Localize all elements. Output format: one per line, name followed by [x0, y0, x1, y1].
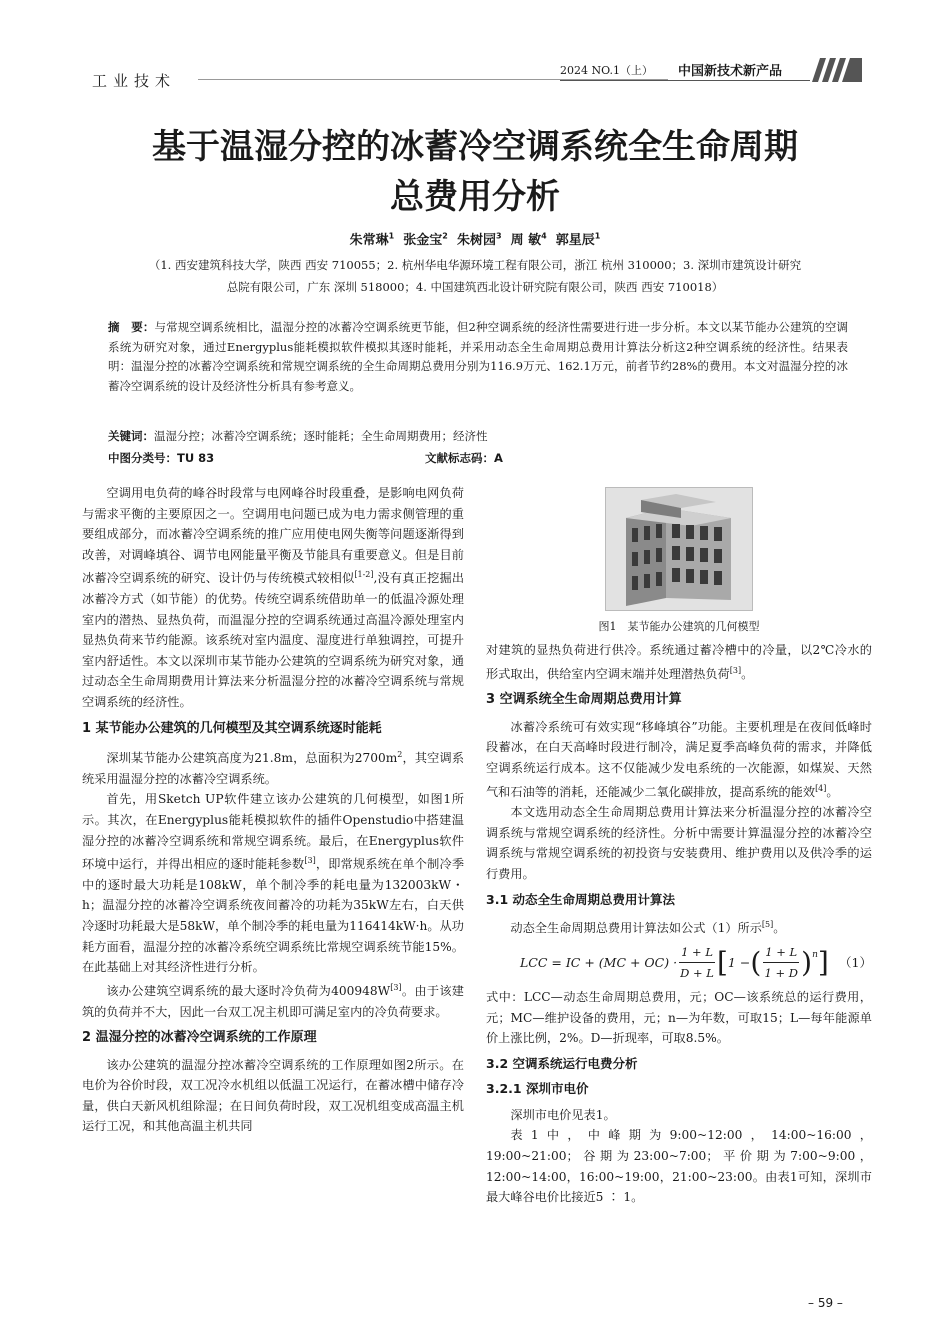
title-line-1: 基于温湿分控的冰蓄冷空调系统全生命周期	[152, 127, 798, 167]
subsection-heading-3-2: 3.2 空调系统运行电费分析	[486, 1055, 638, 1071]
abstract-label: 摘 要：	[108, 320, 155, 334]
paragraph: 深圳某节能办公建筑高度为21.8m，总面积为$2700m^2$，其空调系统采用温湿分控的冰蓄冷空调系统。	[82, 750, 465, 786]
paragraph: 表1中，中峰期为9:00~12:00，14:00~16:00，19:00~21:00；谷期为23:00~7:00；平价期为7:00~9:00，12:00~14:00，16:00~19:00，21:00~23:00。由表1可知，深圳市最大峰谷电价比接近5 ∶ 1。	[486, 1128, 872, 1205]
paragraph: 该办公建筑的温湿分控冰蓄冷空调系统的工作原理如图2所示。在电价为谷价时段，双工况冷水机组以低温工况运行，在蓄冰槽中储存冷量，供白天新风机组除湿；在日间负荷时段，双工况机组变成高温主机运行工况，和其他高温主机共同	[82, 1057, 464, 1134]
section-heading-2: 2 温湿分控的冰蓄冷空调系统的工作原理	[82, 1030, 317, 1046]
keywords-label: 关键词：	[108, 429, 154, 443]
issue-label: 2024 NO.1（上）	[560, 64, 653, 77]
lcc-formula: LCC = IC + (MC + OC) · $\frac{1 + L}{D + L}$ [ 1 − ( $\frac{1 + L}{1 + D}$ ) $^n$ ] （1）	[486, 941, 872, 985]
document-code: 文献标志码：A	[425, 451, 503, 465]
header-rule-right	[560, 80, 810, 81]
paragraph: 对建筑的显热负荷进行供冷。系统通过蓄冷槽中的冷量，以2℃冷水的形式取出，供给室内空调末端并处理潜热负荷[3]。	[486, 643, 872, 681]
section-label: 工业技术	[92, 72, 177, 90]
paragraph: 动态全生命周期总费用计算法如公式（1）所示[5]。	[510, 920, 786, 936]
abstract-text: 与常规空调系统相比，温湿分控的冰蓄冷空调系统更节能，但2种空调系统的经济性需要进行进一步分析。本文以某节能办公建筑的空调系统为研究对象，通过Energyplus能耗模拟软件模拟其逐时能耗，并采用动态全生命周期总费用计算法分析这2种空调系统的经济性。结果表明：温湿分控的冰蓄冷空调系统和常规空调系统的全生命周期总费用分别为116.9万元、162.1万元，前者节约28%的费用。本文对温湿分控的冰蓄冷空调系统的设计及经济性分析具有参考意义。	[108, 320, 849, 393]
abstract	[108, 318, 848, 396]
author: 周 敏$^4$	[510, 231, 547, 248]
figure-caption: 图1 某节能办公建筑的几何模型	[598, 620, 760, 633]
clc-number: 中图分类号：TU 83	[108, 451, 215, 465]
page-number: – 59 –	[808, 1296, 843, 1310]
section-heading-1: 1 某节能办公建筑的几何模型及其空调系统逐时能耗	[82, 720, 382, 736]
keywords	[108, 428, 848, 444]
author: 朱常琳$^1$	[349, 231, 395, 248]
paragraph: 冰蓄冷系统可有效实现“移峰填谷”功能。主要机理是在夜间低峰时段蓄冰，在白天高峰时段进行制冷，满足夏季高峰负荷的需求，并降低空调系统运行成本。这不仅能减少发电系统的一次能源，如煤炭、天然气和石油等的消耗，还能减少二氧化碳排放，提高系统的能效[4]。	[486, 719, 872, 799]
author: 郭星辰$^1$	[555, 231, 601, 248]
magazine-logo-icon	[812, 58, 862, 82]
section-heading-3: 3 空调系统全生命周期总费用计算	[486, 692, 682, 708]
paragraph: 式中：LCC—动态生命周期总费用，元；OC—该系统总的运行费用，元；MC—维护设备的费用，元；n—为年数，可取15；L—每年能源单价上涨比例，2%。D—折现率，可取8.5%。	[486, 989, 872, 1046]
right-column	[486, 640, 872, 1208]
left-column	[82, 483, 464, 1137]
author: 张金宝$^2$	[403, 231, 448, 248]
author: 朱树园$^3$	[456, 231, 502, 248]
title-line-2: 总费用分析	[390, 177, 560, 217]
keywords-text: 温湿分控；冰蓄冷空调系统；逐时能耗；全生命周期费用；经济性	[154, 429, 488, 443]
magazine-name: 中国新技术新产品	[678, 64, 783, 79]
paragraph: 空调用电负荷的峰谷时段常与电网峰谷时段重叠，是影响电网负荷与需求平衡的主要原因之一。空调用电问题已成为电力需求侧管理的重要组成部分，而冰蓄冷空调系统的推广应用使电网失衡等问题逐渐得到改善，对调峰填谷、调节电网能量平衡及节能具有重要意义。但是目前冰蓄冷空调系统的研究、设计仍与传统模式较相似[1-2],没有真正挖掘出冰蓄冷方式（如节能）的优势。传统空调系统借助单一的低温冷源处理室内的潜热、显热负荷，而温湿分控的空调系统通过高温冷源处理室内显热负荷来节约能源。该系统对室内温度、湿度进行单独调控，可提升室内舒适性。本文以深圳市某节能办公建筑的空调系统为研究对象，通过动态全生命周期费用计算法来分析温湿分控的冰蓄冷空调系统与常规空调系统的经济性。	[82, 486, 465, 709]
paragraph: 本文选用动态全生命周期总费用计算法来分析温湿分控的冰蓄冷空调系统与常规空调系统的经济性。分析中需要计算温湿分控的冰蓄冷空调系统与常规空调系统的初投资与安装费用、维护费用以及供冷季的运行费用。	[486, 805, 872, 882]
paragraph: 深圳市电价见表1。	[510, 1107, 616, 1122]
paper-title	[60, 122, 890, 222]
author-list	[0, 229, 950, 248]
subsection-heading-3-2-1: 3.2.1 深圳市电价	[486, 1081, 589, 1097]
affiliations: （1. 西安建筑科技大学，陕西 西安 710055；2. 杭州华电华源环境工程有限公司，浙江 杭州 310000；3. 深圳市建筑设计研究 总院有限公司，广东 深圳 518000；4. 中国建筑西北设计研究院有限公司，陕西 西安 710018）	[148, 258, 802, 294]
equation-number: （1）	[839, 954, 872, 970]
paragraph: 该办公建筑空调系统的最大逐时冷负荷为400948W[3]。由于该建筑的负荷并不大，因此一台双工况主机即可满足室内的冷负荷要求。	[82, 982, 464, 1019]
paragraph: 首先，用Sketch UP软件建立该办公建筑的几何模型，如图1所示。其次，在Energyplus能耗模拟软件的插件Openstudio中搭建温湿分控的冰蓄冷空调系统和常规空调系统。最后，在Energyplus软件环境中运行，并得出相应的逐时能耗参数[3]，即常规系统在单个制冷季中的逐时最大功耗是108kW，单个制冷季的耗电量为132003kW・h；温湿分控的冰蓄冷空调系统夜间蓄冷的功耗为35kW左右，白天供冷逐时功耗最大是58kW，单个制冷季的耗电量为116414kW·h。从功耗方面看，温湿分控的冰蓄冷系统空调系统比常规空调系统节能15%。在此基础上对其经济性进行分析。	[82, 792, 465, 975]
subsection-heading-3-1: 3.1 动态全生命周期总费用计算法	[486, 891, 675, 907]
building-model-figure	[605, 487, 753, 611]
